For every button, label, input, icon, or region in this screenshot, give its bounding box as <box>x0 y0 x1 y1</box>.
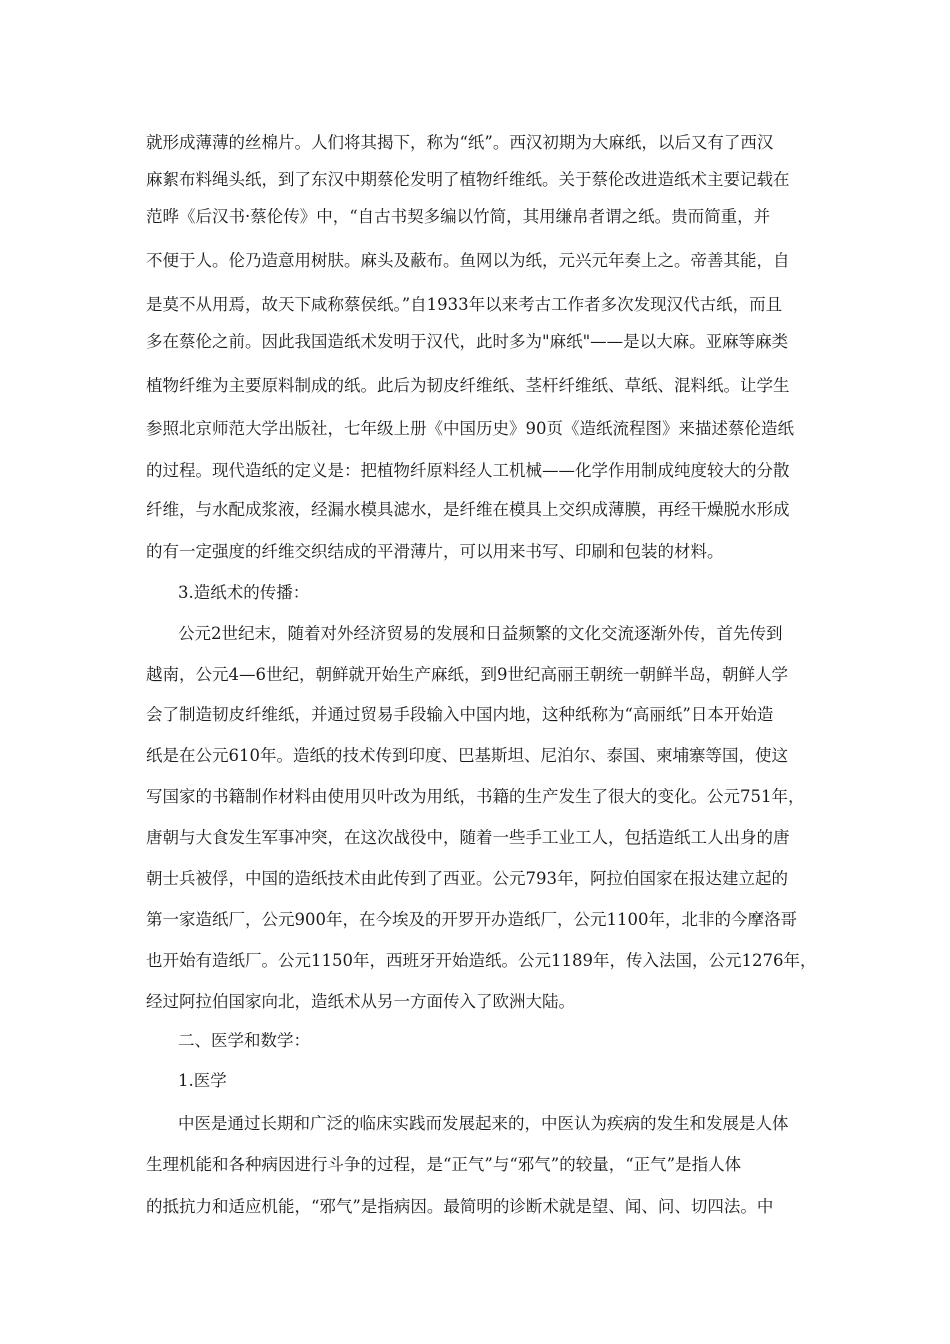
paragraph-line: 范晔《后汉书·蔡伦传》中，“自古书契多编以竹简，其用缣帛者谓之纸。贵而简重，并 <box>146 207 771 226</box>
paragraph-line: 越南，公元4—6世纪，朝鲜就开始生产麻纸，到9世纪高丽王朝统一朝鲜半岛，朝鲜人学 <box>146 665 788 684</box>
paragraph-line: 朝士兵被俘，中国的造纸技术由此传到了西亚。公元793年，阿拉伯国家在报达建立起的 <box>146 869 788 888</box>
paragraph-line: 唐朝与大食发生军事冲突，在这次战役中，随着一些手工业工人，包括造纸工人出身的唐 <box>146 828 790 847</box>
paragraph-line: 就形成薄薄的丝棉片。人们将其揭下，称为“纸”。西汉初期为大麻纸，以后又有了西汉 <box>146 133 774 152</box>
paragraph-line: 植物纤维为主要原料制成的纸。此后为韧皮纤维纸、茎杆纤维纸、草纸、混料纸。让学生 <box>146 376 790 395</box>
paragraph-line: 也开始有造纸厂。公元1150年，西班牙开始造纸。公元1189年，传入法国，公元1276年， <box>146 951 817 970</box>
paragraph-line: 经过阿拉伯国家向北，造纸术从另一方面传入了欧洲大陆。 <box>146 992 575 1011</box>
paragraph-line: 会了制造韧皮纤维纸，并通过贸易手段输入中国内地，这种纸称为“高丽纸”日本开始造 <box>146 705 774 724</box>
paragraph-line: 中医是通过长期和广泛的临床实践而发展起来的，中医认为疾病的发生和发展是人体 <box>178 1114 789 1133</box>
paragraph-line: 第一家造纸厂，公元900年，在今埃及的开罗开办造纸厂，公元1100年，北非的今摩洛哥 <box>146 910 797 929</box>
paragraph-line: 写国家的书籍制作材料由使用贝叶改为用纸，书籍的生产发生了很大的变化。公元751年， <box>146 787 805 806</box>
paragraph-line: 不便于人。伦乃造意用树肤。麻头及蔽布。鱼网以为纸，元兴元年奏上之。帝善其能，自 <box>146 251 790 270</box>
paragraph-line: 公元2世纪末，随着对外经济贸易的发展和日益频繁的文化交流逐渐外传，首先传到 <box>178 624 783 643</box>
paragraph-line: 生理机能和各种病因进行斗争的过程，是“正气”与“邪气”的较量，“正气”是指人体 <box>146 1155 742 1174</box>
subsection-heading: 1.医学 <box>178 1071 227 1090</box>
section-heading: 二、医学和数学： <box>178 1031 310 1050</box>
paragraph-line: 麻絮布料绳头纸，到了东汉中期蔡伦发明了植物纤维纸。关于蔡伦改进造纸术主要记载在 <box>146 170 790 189</box>
section-heading: 3.造纸术的传播： <box>178 583 310 602</box>
paragraph-line: 多在蔡伦之前。因此我国造纸术发明于汉代，此时多为"麻纸"——是以大麻。亚麻等麻类 <box>146 332 789 351</box>
paragraph-line: 纸是在公元610年。造纸的技术传到印度、巴基斯坦、尼泊尔、泰国、柬埔寨等国，使这 <box>146 746 788 765</box>
paragraph-line: 纤维，与水配成浆液，经漏水模具滤水，是纤维在模具上交织成薄膜，再经干燥脱水形成 <box>146 500 790 519</box>
paragraph-line: 的有一定强度的纤维交织结成的平滑薄片，可以用来书写、印刷和包装的材料。 <box>146 542 724 561</box>
paragraph-line: 的抵抗力和适应机能，“邪气”是指病因。最简明的诊断术就是望、闻、问、切四法。中 <box>146 1197 774 1216</box>
paragraph-line: 的过程。现代造纸的定义是：把植物纤原料经人工机械——化学作用制成纯度较大的分散 <box>146 461 790 480</box>
paragraph-line: 是莫不从用焉，故天下咸称蔡侯纸。”自1933年以来考古工作者多次发现汉代古纸，而且 <box>146 295 783 314</box>
paragraph-line: 参照北京师范大学出版社，七年级上册《中国历史》90页《造纸流程图》来描述蔡伦造纸 <box>146 419 794 438</box>
